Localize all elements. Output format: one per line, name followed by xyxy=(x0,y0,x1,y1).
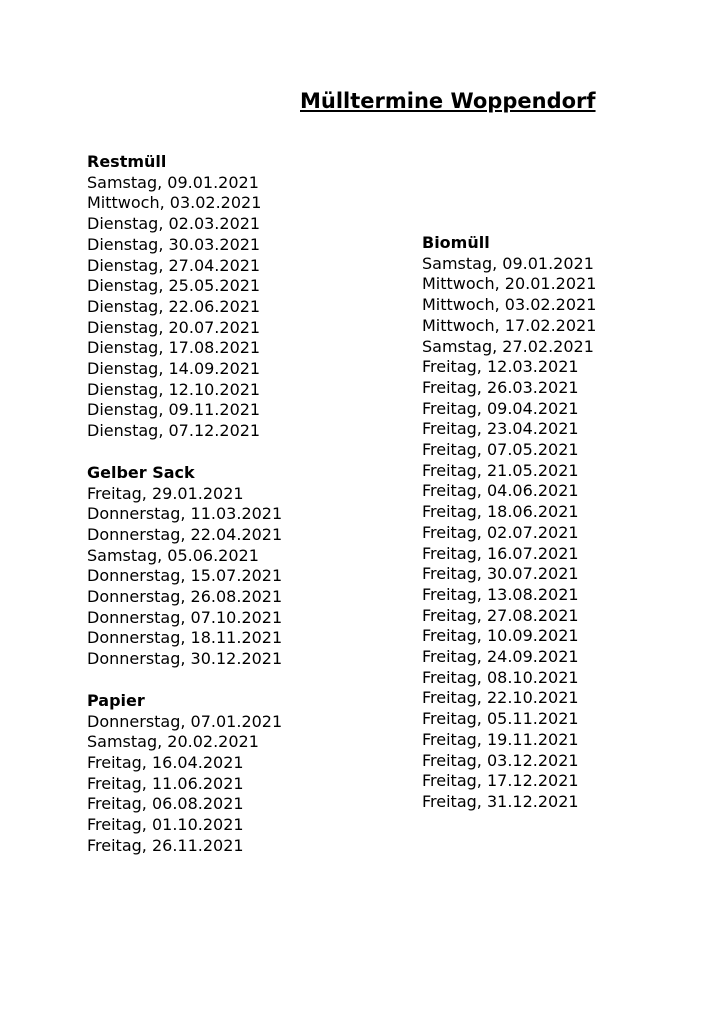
date-entry: Freitag, 27.08.2021 xyxy=(422,605,579,625)
date-entry: Freitag, 16.04.2021 xyxy=(87,752,244,772)
date-entry: Freitag, 29.01.2021 xyxy=(87,483,244,503)
section-restmuell xyxy=(87,152,387,442)
date-entry: Dienstag, 17.08.2021 xyxy=(87,338,261,358)
date-entry: Freitag, 13.08.2021 xyxy=(422,584,579,604)
date-entry: Freitag, 04.06.2021 xyxy=(422,481,579,501)
date-list-gelber-sack xyxy=(87,484,387,670)
date-entry: Freitag, 08.10.2021 xyxy=(422,667,579,687)
section-papier xyxy=(87,691,387,857)
date-entry: Dienstag, 27.04.2021 xyxy=(87,255,261,275)
section-gelber-sack xyxy=(87,463,387,670)
date-entry: Donnerstag, 18.11.2021 xyxy=(87,628,283,648)
page-title: Mülltermine Woppendorf xyxy=(300,89,596,113)
date-entry: Freitag, 30.07.2021 xyxy=(422,564,579,584)
date-entry: Freitag, 26.03.2021 xyxy=(422,377,579,397)
date-list-biomuell xyxy=(422,254,722,813)
date-entry: Donnerstag, 15.07.2021 xyxy=(87,566,283,586)
section-heading-gelber-sack: Gelber Sack xyxy=(87,462,195,482)
date-entry: Dienstag, 22.06.2021 xyxy=(87,296,261,316)
date-entry: Freitag, 05.11.2021 xyxy=(422,709,579,729)
date-entry: Freitag, 21.05.2021 xyxy=(422,460,579,480)
date-entry: Donnerstag, 22.04.2021 xyxy=(87,524,283,544)
right-column xyxy=(422,233,722,813)
date-entry: Freitag, 03.12.2021 xyxy=(422,750,579,770)
date-entry: Freitag, 31.12.2021 xyxy=(422,791,579,811)
date-entry: Mittwoch, 17.02.2021 xyxy=(422,315,597,335)
date-entry: Samstag, 27.02.2021 xyxy=(422,336,594,356)
left-column xyxy=(87,152,387,857)
date-entry: Mittwoch, 20.01.2021 xyxy=(422,274,597,294)
date-entry: Samstag, 09.01.2021 xyxy=(87,172,259,192)
date-entry: Freitag, 12.03.2021 xyxy=(422,357,579,377)
date-entry: Samstag, 05.06.2021 xyxy=(87,545,259,565)
date-list-papier xyxy=(87,712,387,857)
date-entry: Donnerstag, 11.03.2021 xyxy=(87,504,283,524)
date-entry: Freitag, 19.11.2021 xyxy=(422,729,579,749)
date-entry: Freitag, 07.05.2021 xyxy=(422,440,579,460)
date-entry: Freitag, 16.07.2021 xyxy=(422,543,579,563)
date-entry: Freitag, 11.06.2021 xyxy=(87,773,244,793)
date-entry: Samstag, 09.01.2021 xyxy=(422,253,594,273)
date-entry: Dienstag, 02.03.2021 xyxy=(87,214,261,234)
date-entry: Freitag, 01.10.2021 xyxy=(87,815,244,835)
date-entry: Donnerstag, 07.10.2021 xyxy=(87,607,283,627)
date-entry: Freitag, 09.04.2021 xyxy=(422,398,579,418)
date-entry: Freitag, 17.12.2021 xyxy=(422,771,579,791)
date-entry: Freitag, 02.07.2021 xyxy=(422,522,579,542)
date-entry: Dienstag, 20.07.2021 xyxy=(87,317,261,337)
date-entry: Samstag, 20.02.2021 xyxy=(87,732,259,752)
date-entry: Freitag, 06.08.2021 xyxy=(87,794,244,814)
section-heading-restmuell: Restmüll xyxy=(87,152,167,171)
section-biomuell xyxy=(422,233,722,813)
date-entry: Dienstag, 07.12.2021 xyxy=(87,421,261,441)
date-entry: Mittwoch, 03.02.2021 xyxy=(87,193,262,213)
section-heading-papier: Papier xyxy=(87,690,145,710)
date-entry: Dienstag, 12.10.2021 xyxy=(87,379,261,399)
date-entry: Freitag, 18.06.2021 xyxy=(422,502,579,522)
date-entry: Freitag, 24.09.2021 xyxy=(422,647,579,667)
date-entry: Freitag, 26.11.2021 xyxy=(87,835,244,855)
date-entry: Dienstag, 30.03.2021 xyxy=(87,234,261,254)
date-entry: Donnerstag, 26.08.2021 xyxy=(87,587,283,607)
date-list-restmuell xyxy=(87,173,387,442)
date-entry: Dienstag, 09.11.2021 xyxy=(87,400,261,420)
date-entry: Mittwoch, 03.02.2021 xyxy=(422,295,597,315)
section-heading-biomuell: Biomüll xyxy=(422,233,490,252)
date-entry: Dienstag, 25.05.2021 xyxy=(87,276,261,296)
date-entry: Donnerstag, 30.12.2021 xyxy=(87,649,283,669)
date-entry: Freitag, 10.09.2021 xyxy=(422,626,579,646)
date-entry: Dienstag, 14.09.2021 xyxy=(87,359,261,379)
date-entry: Freitag, 23.04.2021 xyxy=(422,419,579,439)
date-entry: Freitag, 22.10.2021 xyxy=(422,688,579,708)
date-entry: Donnerstag, 07.01.2021 xyxy=(87,711,283,731)
